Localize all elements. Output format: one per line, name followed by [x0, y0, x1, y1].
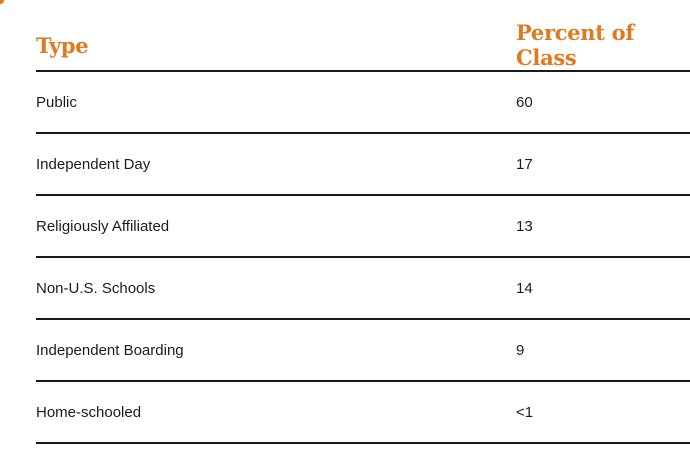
cell-percent: 9 — [516, 319, 690, 381]
cell-type: Religiously Affiliated — [36, 195, 516, 257]
cell-percent: <1 — [516, 381, 690, 443]
column-header-percent: Percent of Class — [516, 20, 690, 71]
table-row — [36, 319, 690, 381]
cell-percent: 60 — [516, 71, 690, 133]
cell-percent: 17 — [516, 133, 690, 195]
column-header-type: Type — [36, 20, 516, 71]
table-row — [36, 133, 690, 195]
table-header — [36, 20, 690, 71]
school-type-table — [36, 20, 690, 444]
table-body — [36, 71, 690, 443]
cell-type: Home-schooled — [36, 381, 516, 443]
cell-type: Independent Day — [36, 133, 516, 195]
table-row — [36, 195, 690, 257]
cell-percent: 14 — [516, 257, 690, 319]
cell-type: Non-U.S. Schools — [36, 257, 516, 319]
table-row — [36, 257, 690, 319]
table-row — [36, 381, 690, 443]
table-row — [36, 71, 690, 133]
header-row — [36, 20, 690, 71]
cell-percent: 13 — [516, 195, 690, 257]
corner-accent-mark — [0, 0, 4, 4]
cell-type: Public — [36, 71, 516, 133]
cell-type: Independent Boarding — [36, 319, 516, 381]
